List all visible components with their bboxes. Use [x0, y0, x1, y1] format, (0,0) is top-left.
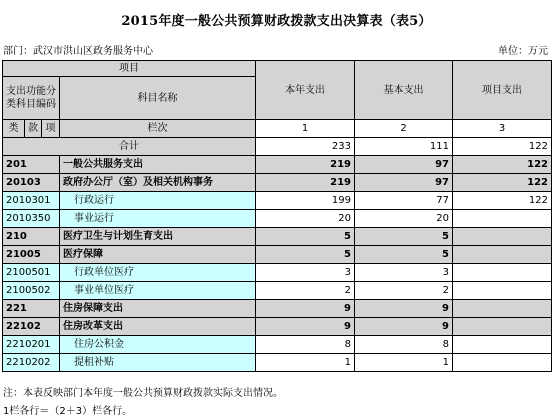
note-line-1: 注：本表反映部门本年度一般公共预算财政拨款实际支出情况。: [3, 388, 283, 399]
row-project-value: 122: [453, 192, 552, 210]
row-basic-value: 8: [355, 336, 453, 354]
row-current-value: 20: [256, 210, 355, 228]
row-basic-value: 2: [355, 282, 453, 300]
row-code: 2100501: [3, 264, 60, 282]
header-category: 类: [3, 120, 25, 138]
total-basic: 111: [355, 138, 453, 156]
row-code: 221: [3, 300, 60, 318]
header-basic-expenditure: 基本支出: [355, 61, 453, 120]
row-code: 21005: [3, 246, 60, 264]
row-basic-value: 5: [355, 228, 453, 246]
row-subject-name: 行政单位医疗: [60, 264, 256, 282]
row-project-value: [453, 264, 552, 282]
table-row: [3, 282, 552, 300]
row-current-value: 9: [256, 300, 355, 318]
header-project-expenditure: 项目支出: [453, 61, 552, 120]
table-row: [3, 156, 552, 174]
row-current-value: 5: [256, 228, 355, 246]
row-current-value: 1: [256, 354, 355, 372]
row-basic-value: 77: [355, 192, 453, 210]
row-current-value: 3: [256, 264, 355, 282]
table-row: [3, 264, 552, 282]
row-subject-name: 行政运行: [60, 192, 256, 210]
header-current-expenditure: 本年支出: [256, 61, 355, 120]
row-project-value: [453, 318, 552, 336]
row-basic-value: 20: [355, 210, 453, 228]
header-project: 项目: [3, 61, 256, 77]
header-subject-name: 科目名称: [60, 77, 256, 120]
seq-2: 2: [355, 120, 453, 138]
note-line-2: 1栏各行＝（2＋3）栏各行。: [3, 406, 133, 417]
seq-1: 1: [256, 120, 355, 138]
row-project-value: [453, 300, 552, 318]
row-basic-value: 3: [355, 264, 453, 282]
table-row: [3, 210, 552, 228]
row-basic-value: 97: [355, 156, 453, 174]
total-project: 122: [453, 138, 552, 156]
row-project-value: 122: [453, 174, 552, 192]
row-project-value: [453, 210, 552, 228]
header-item: 项: [42, 120, 60, 138]
row-current-value: 2: [256, 282, 355, 300]
row-subject-name: 医疗卫生与计划生育支出: [60, 228, 256, 246]
row-subject-name: 住房保障支出: [60, 300, 256, 318]
row-code: 2010301: [3, 192, 60, 210]
row-subject-name: 医疗保障: [60, 246, 256, 264]
row-current-value: 219: [256, 156, 355, 174]
table-row: [3, 192, 552, 210]
table-row: [3, 174, 552, 192]
row-code: 20103: [3, 174, 60, 192]
row-project-value: 122: [453, 156, 552, 174]
table-row: [3, 228, 552, 246]
row-subject-name: 住房改革支出: [60, 318, 256, 336]
total-current: 233: [256, 138, 355, 156]
row-subject-name: 一般公共服务支出: [60, 156, 256, 174]
row-current-value: 199: [256, 192, 355, 210]
row-subject-name: 住房公积金: [60, 336, 256, 354]
header-function-code: 支出功能分类科目编码: [3, 77, 60, 120]
row-code: 2210201: [3, 336, 60, 354]
row-current-value: 8: [256, 336, 355, 354]
row-project-value: [453, 336, 552, 354]
row-project-value: [453, 354, 552, 372]
row-basic-value: 9: [355, 318, 453, 336]
row-current-value: 219: [256, 174, 355, 192]
total-label: 合计: [3, 138, 256, 156]
row-basic-value: 97: [355, 174, 453, 192]
header-column-seq: 栏次: [60, 120, 256, 138]
row-subject-name: 事业单位医疗: [60, 282, 256, 300]
row-basic-value: 1: [355, 354, 453, 372]
row-subject-name: 提租补贴: [60, 354, 256, 372]
department-label: 部门：武汉市洪山区政务服务中心: [3, 46, 153, 57]
table-row: [3, 318, 552, 336]
row-basic-value: 5: [355, 246, 453, 264]
row-code: 22102: [3, 318, 60, 336]
row-basic-value: 9: [355, 300, 453, 318]
table-row: [3, 354, 552, 372]
row-current-value: 9: [256, 318, 355, 336]
expenditure-table: [2, 60, 552, 372]
row-code: 201: [3, 156, 60, 174]
table-row: [3, 246, 552, 264]
report-title: 2015年度一般公共预算财政拨款支出决算表（表5）: [121, 14, 432, 29]
header-section: 款: [25, 120, 42, 138]
row-code: 2210202: [3, 354, 60, 372]
row-code: 210: [3, 228, 60, 246]
seq-3: 3: [453, 120, 552, 138]
row-subject-name: 事业运行: [60, 210, 256, 228]
unit-label: 单位：万元: [498, 46, 548, 57]
row-subject-name: 政府办公厅（室）及相关机构事务: [60, 174, 256, 192]
table-row: [3, 300, 552, 318]
table-row: [3, 336, 552, 354]
row-project-value: [453, 228, 552, 246]
row-code: 2100502: [3, 282, 60, 300]
row-code: 2010350: [3, 210, 60, 228]
row-project-value: [453, 282, 552, 300]
row-project-value: [453, 246, 552, 264]
row-current-value: 5: [256, 246, 355, 264]
